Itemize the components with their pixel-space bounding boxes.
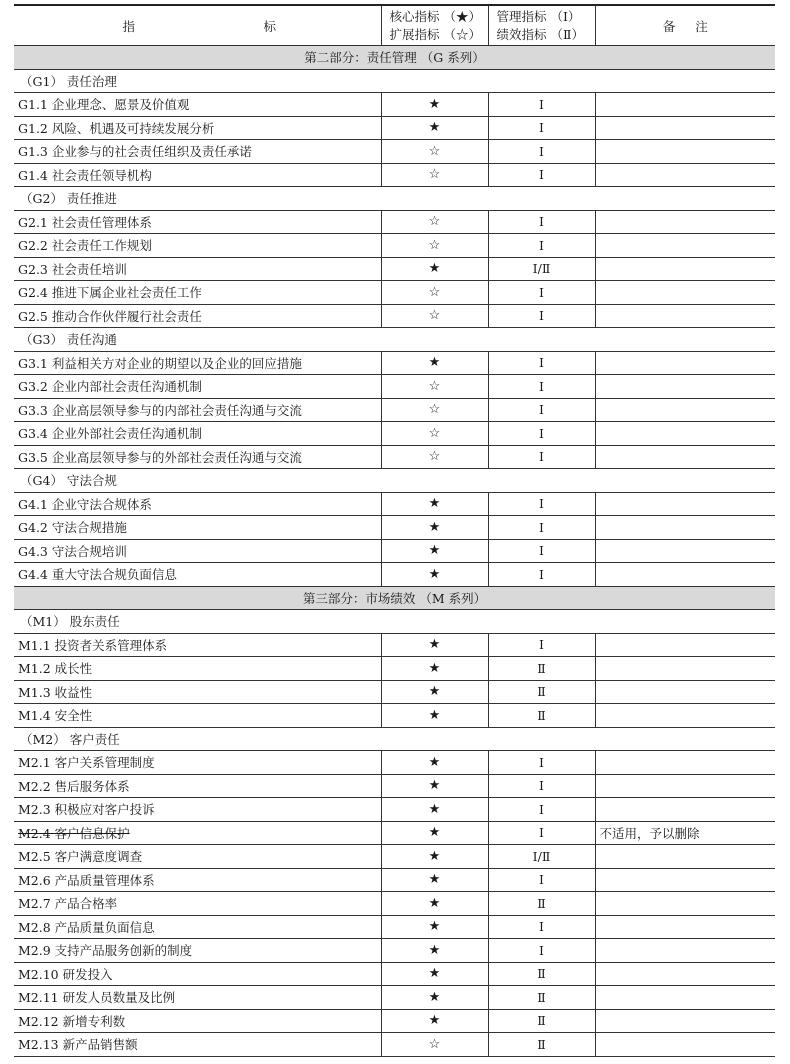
indicator-name: M2.10 研发投入: [14, 962, 381, 986]
remark-cell: [595, 422, 775, 446]
group-header-row: [14, 69, 775, 93]
remark-cell: [595, 774, 775, 798]
indicator-name: M2.3 积极应对客户投诉: [14, 798, 381, 822]
management-performance-type: Ⅰ: [488, 445, 595, 469]
core-extended-mark: ★: [381, 516, 488, 540]
core-extended-mark: ★: [381, 821, 488, 845]
management-performance-type: Ⅰ: [488, 163, 595, 187]
remark-cell: [595, 492, 775, 516]
management-performance-type: Ⅰ/Ⅱ: [488, 845, 595, 869]
management-performance-type: Ⅰ: [488, 116, 595, 140]
core-extended-mark: ★: [381, 868, 488, 892]
management-performance-type: Ⅱ: [488, 962, 595, 986]
management-performance-type: Ⅰ: [488, 915, 595, 939]
table-row: [14, 798, 775, 822]
header-management-line: 管理指标 （Ⅰ）: [496, 8, 581, 24]
core-extended-mark: ☆: [381, 234, 488, 258]
indicator-table-body: [14, 5, 775, 1056]
group-header-row: [14, 727, 775, 751]
table-row: [14, 210, 775, 234]
remark-cell: [595, 680, 775, 704]
management-performance-type: Ⅰ/Ⅱ: [488, 257, 595, 281]
remark-cell: [595, 1009, 775, 1033]
table-row: [14, 939, 775, 963]
core-extended-mark: ☆: [381, 140, 488, 164]
indicator-name: G4.4 重大守法合规负面信息: [14, 563, 381, 587]
core-extended-mark: ★: [381, 751, 488, 775]
indicator-table: [14, 4, 775, 1057]
management-performance-type: Ⅰ: [488, 281, 595, 305]
table-row: [14, 962, 775, 986]
indicator-name: M2.6 产品质量管理体系: [14, 868, 381, 892]
indicator-name: M2.11 研发人员数量及比例: [14, 986, 381, 1010]
table-row: [14, 539, 775, 563]
remark-cell: [595, 210, 775, 234]
remark-cell: [595, 915, 775, 939]
group-header-row: [14, 469, 775, 493]
indicator-name: G4.2 守法合规措施: [14, 516, 381, 540]
core-extended-mark: ★: [381, 962, 488, 986]
management-performance-type: Ⅱ: [488, 986, 595, 1010]
core-extended-mark: ★: [381, 704, 488, 728]
remark-cell: [595, 140, 775, 164]
table-row: [14, 892, 775, 916]
remark-cell: [595, 257, 775, 281]
indicator-table-container: [14, 4, 775, 1057]
remark-cell: [595, 986, 775, 1010]
table-row: [14, 751, 775, 775]
indicator-name: G3.3 企业高层领导参与的内部社会责任沟通与交流: [14, 398, 381, 422]
core-extended-mark: ★: [381, 939, 488, 963]
management-performance-type: Ⅰ: [488, 751, 595, 775]
group-title: （G3） 责任沟通: [14, 328, 775, 352]
indicator-name: G1.1 企业理念、愿景及价值观: [14, 93, 381, 117]
remark-cell: [595, 516, 775, 540]
section-header-row: [14, 46, 775, 70]
remark-cell: [595, 163, 775, 187]
remark-cell: [595, 234, 775, 258]
management-performance-type: Ⅰ: [488, 516, 595, 540]
core-extended-mark: ★: [381, 774, 488, 798]
remark-cell: [595, 633, 775, 657]
management-performance-type: Ⅰ: [488, 821, 595, 845]
remark-cell: [595, 751, 775, 775]
remark-cell: [595, 657, 775, 681]
indicator-name: M2.1 客户关系管理制度: [14, 751, 381, 775]
table-row: [14, 234, 775, 258]
table-row: [14, 516, 775, 540]
indicator-name: M2.9 支持产品服务创新的制度: [14, 939, 381, 963]
core-extended-mark: ★: [381, 680, 488, 704]
core-extended-mark: ★: [381, 798, 488, 822]
indicator-name: M2.8 产品质量负面信息: [14, 915, 381, 939]
section-title: 第二部分：责任管理 （G 系列）: [14, 46, 775, 70]
core-extended-mark: ★: [381, 1009, 488, 1033]
core-extended-mark: ☆: [381, 210, 488, 234]
table-row: [14, 680, 775, 704]
table-row: [14, 398, 775, 422]
indicator-name: M1.2 成长性: [14, 657, 381, 681]
table-row: [14, 163, 775, 187]
core-extended-mark: ★: [381, 93, 488, 117]
indicator-name: G2.1 社会责任管理体系: [14, 210, 381, 234]
indicator-name: G1.3 企业参与的社会责任组织及责任承诺: [14, 140, 381, 164]
indicator-name: M2.5 客户满意度调查: [14, 845, 381, 869]
management-performance-type: Ⅰ: [488, 140, 595, 164]
core-extended-mark: ☆: [381, 398, 488, 422]
table-row: [14, 492, 775, 516]
indicator-name: M2.2 售后服务体系: [14, 774, 381, 798]
indicator-name: G1.4 社会责任领导机构: [14, 163, 381, 187]
management-performance-type: Ⅰ: [488, 774, 595, 798]
header-extended-line: 扩展指标 （☆）: [389, 26, 481, 42]
table-row: [14, 563, 775, 587]
table-row: [14, 281, 775, 305]
core-extended-mark: ☆: [381, 445, 488, 469]
header-indicator-label: 指 标: [122, 18, 334, 34]
core-extended-mark: ★: [381, 116, 488, 140]
section-header-row: [14, 586, 775, 610]
remark-cell: [595, 304, 775, 328]
group-title: （G1） 责任治理: [14, 69, 775, 93]
group-title: （M1） 股东责任: [14, 610, 775, 634]
core-extended-mark: ☆: [381, 375, 488, 399]
remark-cell: [595, 351, 775, 375]
indicator-name: G4.3 守法合规培训: [14, 539, 381, 563]
table-row: [14, 868, 775, 892]
header-performance-line: 绩效指标 （Ⅱ）: [496, 26, 584, 42]
group-header-row: [14, 187, 775, 211]
indicator-name: M2.12 新增专利数: [14, 1009, 381, 1033]
indicator-name: G2.2 社会责任工作规划: [14, 234, 381, 258]
indicator-name: G3.2 企业内部社会责任沟通机制: [14, 375, 381, 399]
header-core-extended: [381, 5, 488, 46]
remark-cell: [595, 539, 775, 563]
table-row: [14, 140, 775, 164]
core-extended-mark: ★: [381, 633, 488, 657]
indicator-name: G2.4 推进下属企业社会责任工作: [14, 281, 381, 305]
indicator-name: G2.3 社会责任培训: [14, 257, 381, 281]
indicator-name: G3.5 企业高层领导参与的外部社会责任沟通与交流: [14, 445, 381, 469]
management-performance-type: Ⅱ: [488, 892, 595, 916]
management-performance-type: Ⅱ: [488, 1033, 595, 1057]
header-management-performance: [488, 5, 595, 46]
table-row: [14, 375, 775, 399]
core-extended-mark: ☆: [381, 422, 488, 446]
management-performance-type: Ⅰ: [488, 422, 595, 446]
group-header-row: [14, 610, 775, 634]
management-performance-type: Ⅰ: [488, 398, 595, 422]
core-extended-mark: ★: [381, 257, 488, 281]
remark-cell: [595, 563, 775, 587]
indicator-name: G1.2 风险、机遇及可持续发展分析: [14, 116, 381, 140]
management-performance-type: Ⅰ: [488, 375, 595, 399]
table-row: [14, 93, 775, 117]
core-extended-mark: ★: [381, 915, 488, 939]
table-row: [14, 116, 775, 140]
core-extended-mark: ★: [381, 563, 488, 587]
management-performance-type: Ⅰ: [488, 539, 595, 563]
indicator-name: M1.1 投资者关系管理体系: [14, 633, 381, 657]
remark-cell: [595, 704, 775, 728]
indicator-name: M2.13 新产品销售额: [14, 1033, 381, 1057]
indicator-name: G4.1 企业守法合规体系: [14, 492, 381, 516]
management-performance-type: Ⅱ: [488, 680, 595, 704]
core-extended-mark: ☆: [381, 281, 488, 305]
table-row: [14, 445, 775, 469]
management-performance-type: Ⅱ: [488, 657, 595, 681]
indicator-name: G3.1 利益相关方对企业的期望以及企业的回应措施: [14, 351, 381, 375]
remark-cell: [595, 1033, 775, 1057]
table-row: [14, 986, 775, 1010]
group-title: （G2） 责任推进: [14, 187, 775, 211]
header-remark: [595, 5, 775, 46]
core-extended-mark: ★: [381, 657, 488, 681]
core-extended-mark: ★: [381, 492, 488, 516]
management-performance-type: Ⅰ: [488, 563, 595, 587]
indicator-name: M2.4 客户信息保护: [14, 821, 381, 845]
core-extended-mark: ☆: [381, 1033, 488, 1057]
indicator-name: G3.4 企业外部社会责任沟通机制: [14, 422, 381, 446]
table-row: [14, 774, 775, 798]
table-row: [14, 422, 775, 446]
header-remark-label: 备注: [662, 18, 728, 34]
management-performance-type: Ⅱ: [488, 704, 595, 728]
table-row: [14, 304, 775, 328]
management-performance-type: Ⅰ: [488, 868, 595, 892]
table-row: [14, 915, 775, 939]
indicator-name: G2.5 推动合作伙伴履行社会责任: [14, 304, 381, 328]
management-performance-type: Ⅰ: [488, 210, 595, 234]
group-title: （M2） 客户责任: [14, 727, 775, 751]
remark-cell: [595, 281, 775, 305]
remark-cell: 不适用，予以删除: [595, 821, 775, 845]
management-performance-type: Ⅰ: [488, 304, 595, 328]
management-performance-type: Ⅱ: [488, 1009, 595, 1033]
management-performance-type: Ⅰ: [488, 939, 595, 963]
core-extended-mark: ★: [381, 892, 488, 916]
remark-cell: [595, 93, 775, 117]
table-row: [14, 1009, 775, 1033]
table-row: [14, 633, 775, 657]
indicator-name: M1.4 安全性: [14, 704, 381, 728]
remark-cell: [595, 798, 775, 822]
management-performance-type: Ⅰ: [488, 234, 595, 258]
core-extended-mark: ★: [381, 845, 488, 869]
remark-cell: [595, 892, 775, 916]
remark-cell: [595, 398, 775, 422]
remark-cell: [595, 116, 775, 140]
table-row: [14, 845, 775, 869]
core-extended-mark: ☆: [381, 163, 488, 187]
section-title: 第三部分：市场绩效 （M 系列）: [14, 586, 775, 610]
indicator-name: M2.7 产品合格率: [14, 892, 381, 916]
management-performance-type: Ⅰ: [488, 492, 595, 516]
remark-cell: [595, 445, 775, 469]
core-extended-mark: ☆: [381, 304, 488, 328]
core-extended-mark: ★: [381, 351, 488, 375]
table-row: [14, 657, 775, 681]
table-row: [14, 1033, 775, 1057]
core-extended-mark: ★: [381, 539, 488, 563]
remark-cell: [595, 845, 775, 869]
table-row: [14, 821, 775, 845]
remark-cell: [595, 962, 775, 986]
management-performance-type: Ⅰ: [488, 798, 595, 822]
group-title: （G4） 守法合规: [14, 469, 775, 493]
header-core-line: 核心指标 （★）: [389, 8, 481, 24]
remark-cell: [595, 868, 775, 892]
management-performance-type: Ⅰ: [488, 633, 595, 657]
table-row: [14, 704, 775, 728]
table-row: [14, 351, 775, 375]
indicator-name: M1.3 收益性: [14, 680, 381, 704]
table-row: [14, 257, 775, 281]
core-extended-mark: ★: [381, 986, 488, 1010]
management-performance-type: Ⅰ: [488, 93, 595, 117]
remark-cell: [595, 939, 775, 963]
table-header-row: [14, 5, 775, 46]
header-indicator: [14, 5, 381, 46]
management-performance-type: Ⅰ: [488, 351, 595, 375]
remark-cell: [595, 375, 775, 399]
group-header-row: [14, 328, 775, 352]
